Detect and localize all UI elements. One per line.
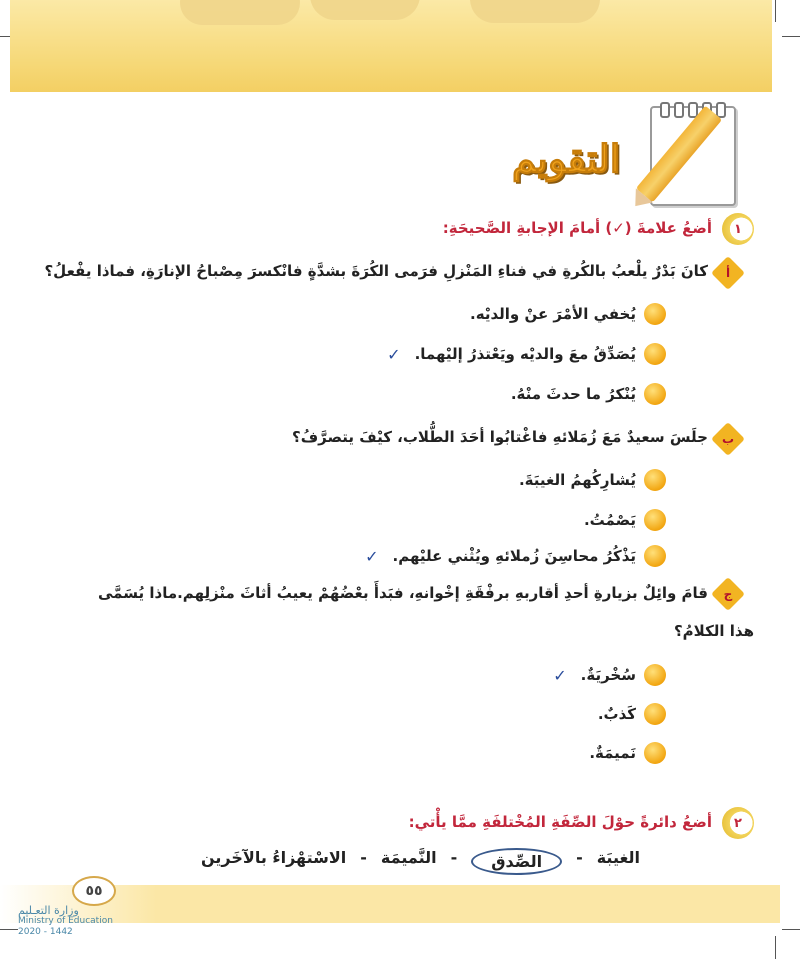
choices-row	[170, 848, 640, 875]
bullet-icon	[644, 383, 666, 405]
band-ornament	[310, 0, 420, 20]
question-stem: كانَ بَدْرٌ يلْعبُ بالكُرةِ في فناءِ المَنْزلِ فرَمى الكُرَةَ بشدَّةٍ فانْكسرَ مِصْباحُ الإنارَةِ، فماذا يفْعلُ؟	[44, 262, 708, 280]
separator: -	[450, 848, 458, 867]
ministry-name-ar: وزارة التعـليم	[18, 904, 79, 917]
question2-prompt: أضعُ دائرةً حوْلَ الصِّفَةِ المُخْتلفَةِ ممَّا يأْتي:	[408, 813, 712, 831]
check-mark-icon: ✓	[553, 665, 567, 685]
bullet-icon	[644, 545, 666, 567]
circled-choice: الصِّدق	[471, 848, 562, 875]
question-stem: قامَ وائِلٌ بزيارةِ أحدِ أقاربهِ برفْقَةِ إخْوانهِ، فبَدأَ بعْضُهُمْ يعيبُ أثاثَ منْزلِهم.ماذا يُسَمَّى	[98, 584, 708, 602]
band-ornament	[180, 0, 300, 25]
ministry-name-en: Ministry of Education	[18, 916, 113, 926]
header-band	[10, 0, 772, 92]
choice-item: النَّميمَة	[380, 848, 437, 867]
answer-option: يُخفي الأمْرَ عنْ والديْه.	[470, 303, 666, 325]
crop-mark	[782, 929, 800, 930]
bullet-icon	[644, 303, 666, 325]
item-marker: ب	[711, 422, 745, 456]
separator: -	[360, 848, 367, 867]
question-stem-continued: هذا الكلامُ؟	[673, 622, 754, 640]
bullet-icon	[644, 664, 666, 686]
crop-mark	[782, 36, 800, 37]
answer-option: يُصَدِّقُ معَ والديْه ويَعْتذرُ إليْهما. ✓	[387, 343, 666, 365]
separator: -	[576, 848, 583, 867]
band-ornament	[470, 0, 600, 23]
bullet-icon	[644, 703, 666, 725]
check-mark-icon: ✓	[365, 546, 379, 566]
question-number-badge: ٢	[722, 807, 754, 839]
choice-item: الاسْتهْزاءُ بالآخَرين	[201, 848, 347, 867]
crop-mark	[0, 929, 18, 930]
bullet-icon	[644, 343, 666, 365]
question-stem: جلَسَ سعيدٌ مَعَ زُمَلائهِ فاغْتابُوا أحَدَ الطُّلاب، كيْفَ يتصرَّفُ؟	[292, 428, 708, 446]
section-header	[500, 100, 740, 210]
page-number: ٥٥	[72, 876, 116, 906]
answer-option: نَميمَةٌ.	[589, 742, 666, 764]
answer-option: كَذبٌ.	[598, 703, 666, 725]
question1-prompt: أضعُ علامةَ (✓) أمامَ الإجابةِ الصَّحيحَةِ:	[442, 219, 712, 237]
item-marker: أ	[711, 256, 745, 290]
bullet-icon	[644, 469, 666, 491]
footer-band	[0, 885, 780, 923]
bullet-icon	[644, 509, 666, 531]
answer-option: يُنْكرُ ما حدثَ منْهُ.	[511, 383, 666, 405]
section-title: التقويم	[512, 136, 621, 181]
edition-year: 2020 - 1442	[18, 927, 73, 937]
question-number-badge: ١	[722, 213, 754, 245]
answer-option: يَصْمُتُ.	[584, 509, 666, 531]
ministry-logo	[18, 905, 113, 938]
bullet-icon	[644, 742, 666, 764]
answer-option: يَذْكُرُ محاسِنَ زُملائهِ ويُثْني عليْهم. ✓	[365, 545, 666, 567]
crop-mark	[775, 0, 776, 22]
choice-item: الغيبَة	[596, 848, 640, 867]
crop-mark	[775, 936, 776, 959]
answer-option: سُخْريَةٌ. ✓	[553, 664, 666, 686]
item-marker: ج	[711, 577, 745, 611]
check-mark-icon: ✓	[387, 344, 401, 364]
answer-option: يُشارِكُهمُ الغيبَةَ.	[519, 469, 666, 491]
